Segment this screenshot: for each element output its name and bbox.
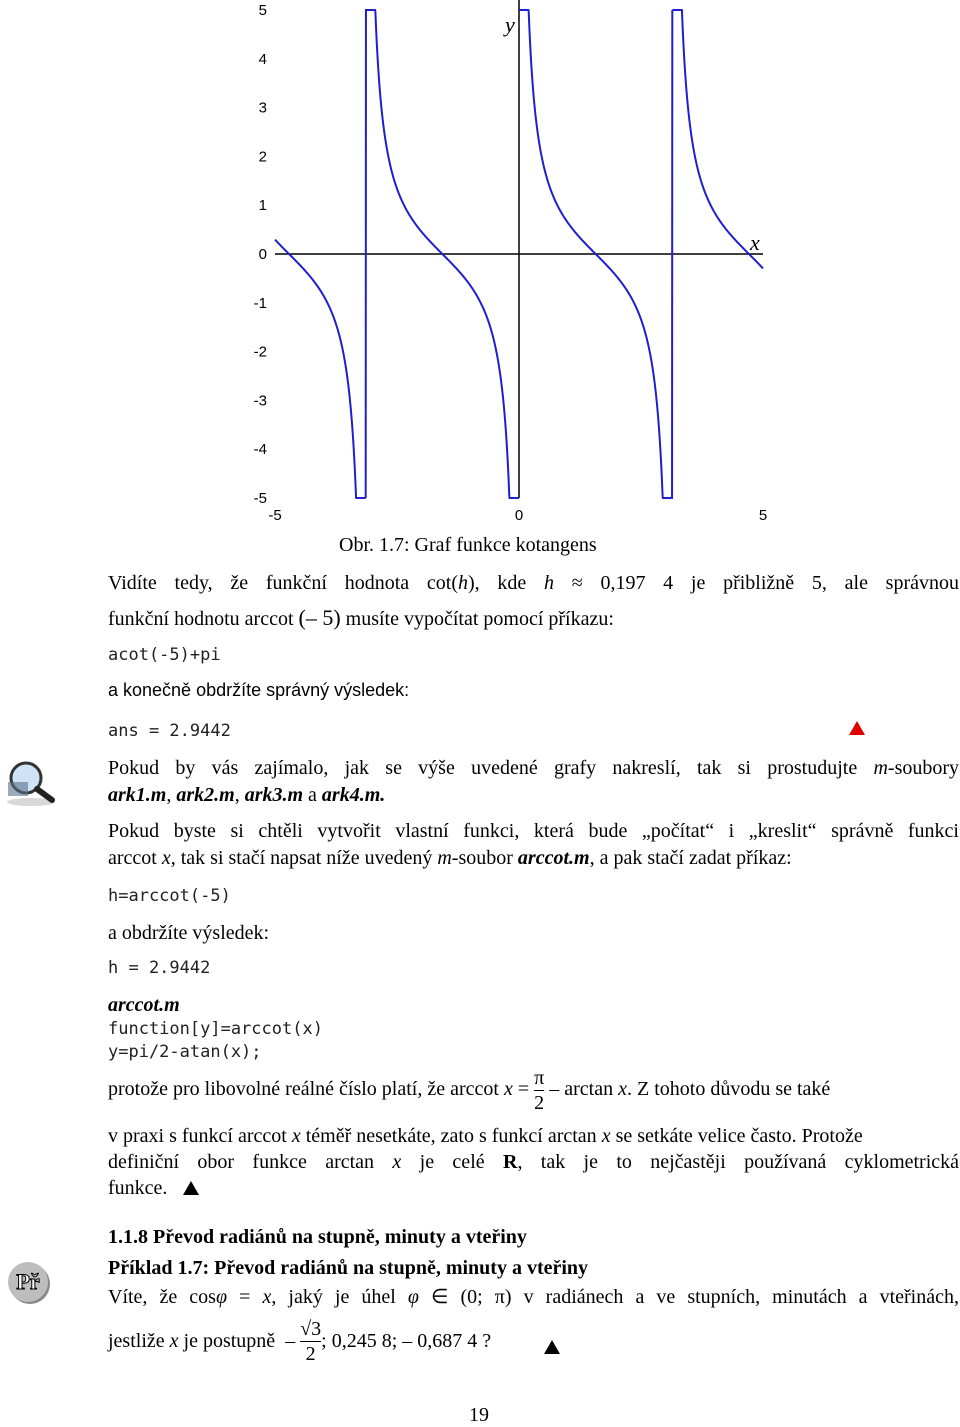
text: v praxi s funkcí arccot xyxy=(108,1125,287,1147)
text: arccot.m xyxy=(517,847,590,869)
magnifier-icon xyxy=(4,758,58,806)
text: x xyxy=(291,1125,301,1147)
text: √3 xyxy=(300,1318,322,1340)
page-number: 19 xyxy=(469,1404,489,1426)
code-function: function[y]=arccot(x) xyxy=(108,1019,323,1039)
text: . Z tohoto důvodu se také xyxy=(626,1078,831,1101)
text: – xyxy=(285,1330,296,1352)
text: x xyxy=(392,1151,402,1173)
y-tick-label: -3 xyxy=(253,392,267,410)
text: φ xyxy=(407,1286,419,1308)
text: 2 xyxy=(534,1092,545,1114)
text xyxy=(108,1067,830,1114)
text: x xyxy=(169,1330,179,1352)
text: musíte vypočítat pomocí příkazu: xyxy=(345,608,614,630)
fraction-pi-over-2 xyxy=(534,1067,544,1114)
figure-caption: Obr. 1.7: Graf funkce kotangens xyxy=(339,534,597,556)
y-tick-label: 2 xyxy=(258,148,267,166)
text: φ xyxy=(215,1286,228,1308)
text: = xyxy=(517,1078,530,1101)
text: ark3.m xyxy=(244,784,304,806)
text: funkce. xyxy=(108,1177,168,1199)
text: ; 0,245 8; – 0,687 4 ? xyxy=(321,1330,492,1352)
text: ark1.m xyxy=(108,784,167,806)
text: – arctan xyxy=(549,1078,614,1101)
text: arccot xyxy=(108,847,157,869)
text: -soubor xyxy=(451,847,513,869)
section-heading: 1.1.8 Převod radiánů na stupně, minuty a vteřiny xyxy=(108,1226,527,1248)
text: x xyxy=(618,1078,627,1101)
y-tick-label: 0 xyxy=(258,246,267,263)
text: definiční obor funkce arctan xyxy=(108,1151,375,1173)
paragraph-5: a obdržíte výsledek: xyxy=(108,922,270,944)
text: = xyxy=(239,1286,251,1308)
text: , tak si stačí napsat níže uvedený xyxy=(170,847,433,869)
text: protože pro libovolné reálné číslo platí, že arccot xyxy=(108,1078,499,1101)
text: je celé xyxy=(419,1151,485,1173)
y-tick-label: -5 xyxy=(253,490,267,507)
x-tick-label: -5 xyxy=(268,507,282,524)
text: x xyxy=(601,1125,611,1147)
code-h-arccot: h=arccot(-5) xyxy=(108,886,231,906)
text: a xyxy=(308,784,317,806)
example-badge-icon xyxy=(8,1262,48,1302)
text: (– 5) xyxy=(298,605,341,630)
text: v radiánech a ve stupních, minutách a vteřinách, xyxy=(523,1286,959,1308)
text: , xyxy=(234,784,240,806)
code-ans: ans = 2.9442 xyxy=(108,721,231,741)
y-axis-label: y xyxy=(505,12,515,37)
y-tick-label: 4 xyxy=(258,50,267,68)
y-tick-label: 5 xyxy=(258,2,267,19)
text: , xyxy=(166,784,172,806)
x-axis-label: x xyxy=(750,230,760,255)
paragraph-7 xyxy=(108,1125,863,1148)
text: , jaký je úhel xyxy=(271,1286,396,1308)
paragraph-3-line-1 xyxy=(108,757,959,780)
text: je postupně xyxy=(183,1330,276,1352)
chart-background xyxy=(108,0,900,530)
y-tick-label: -4 xyxy=(253,441,267,459)
end-marker-triangle-icon xyxy=(849,721,865,735)
text: Vidíte tedy, že funkční hodnota xyxy=(108,572,410,594)
text: se setkáte velice často. Protože xyxy=(615,1125,863,1147)
paragraph-3-line-2 xyxy=(108,784,385,807)
text: Víte, že cos xyxy=(108,1286,216,1308)
text: x xyxy=(503,1078,513,1101)
file-title xyxy=(108,994,180,1017)
text: cot( xyxy=(426,572,458,594)
text: x xyxy=(161,847,171,869)
y-tick-label: 3 xyxy=(258,99,267,117)
text: jestliže xyxy=(108,1330,165,1352)
paragraph-4-line-2 xyxy=(108,847,792,870)
cotangent-chart xyxy=(0,0,960,530)
text: ≈ 0,197 4 je přibližně 5, ale správnou xyxy=(571,572,959,594)
paragraph-9 xyxy=(108,1177,167,1200)
fraction-bar xyxy=(300,1341,321,1342)
text: π xyxy=(534,1067,545,1089)
x-tick-label: 5 xyxy=(758,507,768,524)
text: h xyxy=(457,572,468,594)
end-marker-triangle-icon xyxy=(544,1340,560,1354)
text: , a pak stačí zadat příkaz: xyxy=(589,847,792,869)
end-marker-triangle-icon xyxy=(183,1181,199,1195)
example-badge-label: Př xyxy=(16,1269,40,1294)
paragraph-10 xyxy=(108,1284,959,1309)
paragraph-4-line-1 xyxy=(108,820,959,843)
text: -soubory xyxy=(887,757,960,779)
paragraph-11 xyxy=(108,1318,491,1365)
text: m xyxy=(437,847,452,869)
y-tick-label: 1 xyxy=(258,197,267,215)
text: arccot.m xyxy=(108,994,180,1016)
text: R xyxy=(502,1151,518,1173)
fraction-sqrt3-over-2 xyxy=(300,1318,321,1365)
code-acot: acot(-5)+pi xyxy=(108,645,221,665)
paragraph-2: a konečně obdržíte správný výsledek: xyxy=(108,680,410,700)
text: ark2.m xyxy=(176,784,235,806)
y-tick-label: -1 xyxy=(253,294,267,312)
text: ), kde xyxy=(467,572,527,594)
text: x xyxy=(262,1286,272,1308)
text: 2 xyxy=(305,1343,316,1365)
text: funkční hodnotu arccot xyxy=(108,608,294,630)
text: Pokud byste si chtěli vytvořit vlastní funkci, která bude „počítat“ i „kreslit“ správně funkci xyxy=(108,820,959,842)
code-body: y=pi/2-atan(x); xyxy=(108,1042,262,1062)
text: m xyxy=(873,757,888,779)
paragraph-1-line-1 xyxy=(108,572,959,595)
text: Pokud by vás zajímalo, jak se výše uvedené grafy nakreslí, tak si prostudujte xyxy=(108,757,858,779)
y-tick-label: -2 xyxy=(253,343,267,361)
text: ∈ (0; π) xyxy=(431,1286,512,1308)
text: ark4.m. xyxy=(321,784,386,806)
x-tick-label: 0 xyxy=(514,507,524,524)
paragraph-6-line-1 xyxy=(108,1067,959,1114)
text: , tak je to nejčastěji používaná cyklometrická xyxy=(517,1151,960,1173)
text: h xyxy=(544,572,554,594)
paragraph-1-line-2 xyxy=(108,605,614,631)
fraction-bar xyxy=(534,1090,544,1091)
code-h-result: h = 2.9442 xyxy=(108,958,211,978)
text: téměř nesetkáte, zato s funkcí arctan xyxy=(305,1125,597,1147)
example-heading: Příklad 1.7: Převod radiánů na stupně, minuty a vteřiny xyxy=(108,1257,589,1279)
paragraph-8 xyxy=(108,1151,959,1174)
